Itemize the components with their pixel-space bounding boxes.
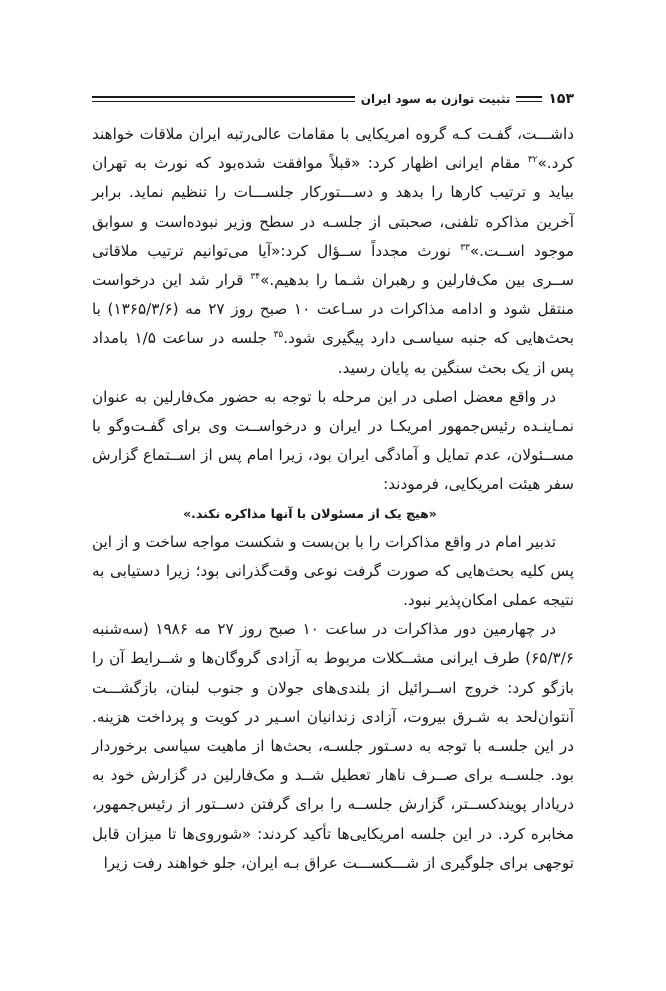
- header-rule-long: [92, 96, 355, 102]
- paragraph-2: در واقع معضل اصلی در این مرحله با توجه به حضور مک‌فارلین به عنوان نمـاینـده رئیس‌جمهور امریکـا در ایران و درخواســت وی برای گفـت‌وگو با مســئولان، عدم تمایل و آمادگی ایران بود، زیرا امام پس از اســتماع گزارش سفر هیئت امریکایی، فرمودند:: [92, 387, 574, 494]
- running-header: [92, 88, 574, 110]
- header-chapter-title: تثبیت توازن به سود ایران: [360, 92, 511, 106]
- paragraph-1: داشـــت، گفـت کـه گروه امریکایی با مقامات عالی‌رتبه ایران ملاقات خواهند کرد.»$^{۳۲}$ مقام ایرانی اظهار کرد: «قبلاً موافقت شده‌بود که نورث به تهران بیاید و ترتیب کارها را بدهد و دســـتورکار جلســـات را تنظیم نماید. برابر آخرین مذاکره تلفنی، صحبتی از جلسـه در سطح وزیر نبوده‌است و سوابق موجود اســت.»$^{۳۳}$ نورث مجدداً ســؤال کرد:«آیا می‌توانیم ترتیب ملاقاتی ســری بین مک‌فارلین و رهبران شـما را بدهیم.»$^{۳۴}$ قرار شد این درخواست منتقل شود و ادامه مذاکرات در سـاعت ۱۰ صبح روز ۲۷ مه (۱۳۶۵/۳/۶) با بحث‌هایی که جنبه سیاسـی دارد پیگیری شود.$^{۳۵}$ جلسه در ساعت ۱/۵ بامداد پس از یک بحث سنگین به پایان رسید.: [92, 125, 575, 377]
- footnote-ref-34[interactable]: ۳۴: [250, 271, 261, 282]
- body-text: [92, 120, 574, 878]
- paragraph-3: تدبیر امام در واقع مذاکرات را با بن‌بست و شکست مواجه ساخت و از این پس کلیه بحث‌هایی که صورت گرفت نوعی وقت‌گذرانی بود؛ زیرا دستیابی به نتیجه عملی امکان‌پذیر نبود.: [92, 532, 574, 610]
- footnote-ref-32[interactable]: ۳۲: [527, 155, 538, 166]
- footnote-ref-35[interactable]: ۳۵: [273, 330, 284, 341]
- paragraph-4: در چهارمین دور مذاکرات در ساعت ۱۰ صبح روز ۲۷ مه ۱۹۸۶ (سه‌شنبه ۶۵/۳/۶) طرف ایرانی مشــکلات مربوط به آزادی گروگان‌ها و شــرایط آن را بازگو کرد: خروج اســرائیل از بلندی‌های جولان و جنوب لبنان، بازگشـــت آنتوان‌لحد به شـرق بیروت، آزادی زندانیان اسـیر در کویت و پرداخت هزینه. در این جلسـه با توجه به دسـتور جلسـه، بحث‌ها از ماهیت سیاسی برخوردار بود. جلســه برای صــرف ناهار تعطیل شــد و مک‌فارلین در گزارش خود به دریادار پویندکســتر، گزارش جلســه را برای گرفتن دســتور از رئیس‌جمهور، مخابره کرد. در این جلسه امریکایی‌ها تأکید کردند: «شوروی‌ها تا میزان قابل توجهی برای جلوگیری از شـــکســـت عراق بـه ایران، جلو خواهند رفت زیرا: [92, 620, 574, 872]
- header-rule-short: [516, 96, 542, 102]
- header-page-number: ۱۵۳: [548, 91, 574, 107]
- footnote-ref-33[interactable]: ۳۳: [460, 242, 470, 253]
- quoted-statement: «هیچ یک از مسئولان با آنها مذاکره نکند.»: [183, 505, 437, 521]
